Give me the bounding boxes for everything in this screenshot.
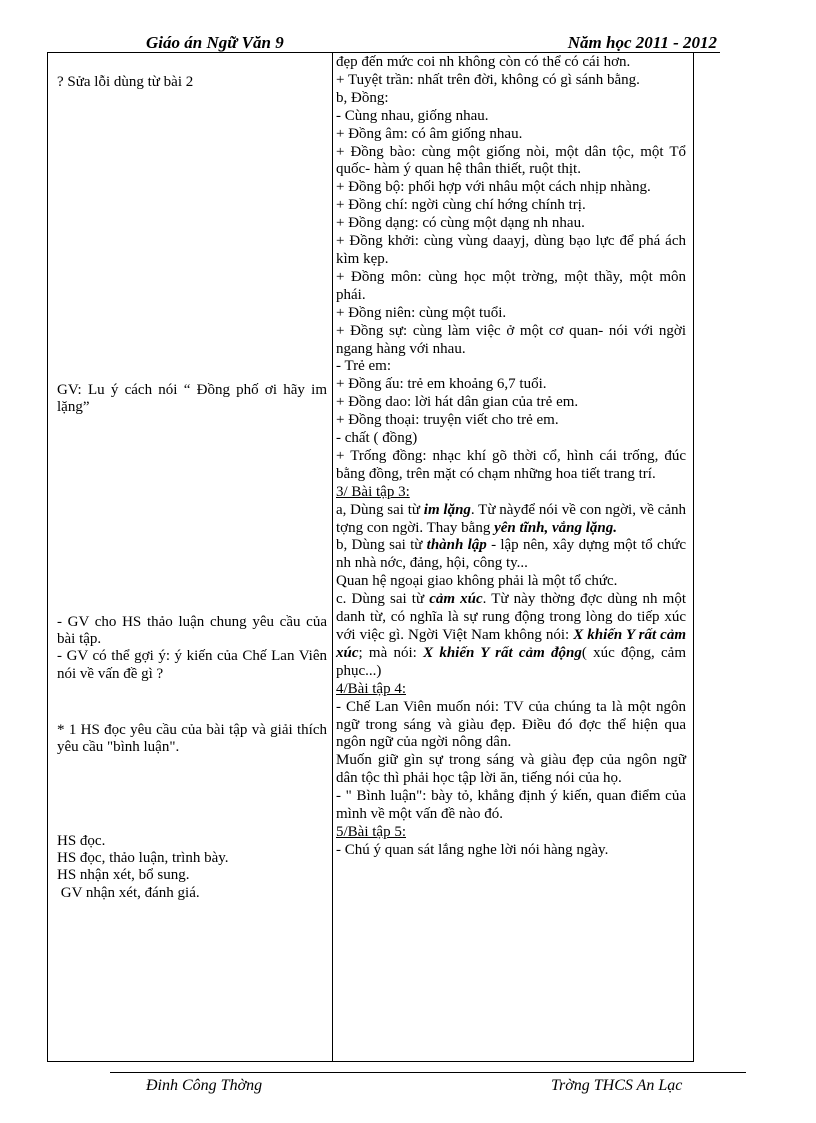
replacement-word: yên tĩnh, vắng lặng.	[494, 519, 618, 536]
exercise-3c: c. Dùng sai từ cảm xúc. Từ này thờng đợc dùng nh một danh từ, có nghĩa là sự rung động trong lòng do tiếp xúc với việc gì. Ngời Việt Nam không nói: X khiến Y rất cảm xúc; mà nói: X khiến Y rất cảm động( xúc động, cảm phục...)	[336, 591, 686, 679]
content-line: + Đồng sự: cùng làm việc ở một cơ quan- nói với ngời ngang hàng với nhau.	[336, 322, 686, 357]
footer-author: Đinh Công Thờng	[146, 1077, 263, 1094]
content-line: + Đồng ấu: trẻ em khoảng 6,7 tuổi.	[336, 376, 547, 393]
content-line: - Chú ý quan sát lắng nghe lời nói hàng ngày.	[336, 841, 609, 858]
content-line: + Đồng dạng: có cùng một dạng nh nhau.	[336, 215, 585, 232]
content-line: + Đồng môn: cùng học một trờng, một thầy, một môn phái.	[336, 268, 686, 303]
column-divider	[332, 52, 333, 1062]
activity-presentation	[57, 833, 327, 902]
wrong-word: im lặng	[423, 501, 471, 518]
activity-reading	[57, 722, 327, 756]
activity-text: GV: Lu ý cách nói “ Đồng phố ơi hãy im lặng”	[57, 382, 327, 416]
activity-note	[57, 382, 327, 416]
content-line: + Đồng dao: lời hát dân gian của trẻ em.	[336, 394, 579, 411]
exercise-3b: b, Dùng sai từ thành lập - lập nên, xây dựng một tổ chức nh nhà nớc, đảng, hội, công ty...	[336, 537, 686, 572]
content-line: + Đồng chí: ngời cùng chí hớng chính trị.	[336, 197, 586, 214]
example-wrong: X khiến Y rất cảm xúc	[336, 627, 686, 661]
content-line: b, Đồng:	[336, 89, 389, 106]
page-header	[110, 30, 720, 53]
exercise-4-heading: 4/Bài tập 4:	[336, 680, 406, 697]
wrong-word: thành lập	[426, 537, 487, 554]
example-right: X khiến Y rất cảm động	[423, 644, 582, 661]
page-footer	[110, 1072, 746, 1097]
activity-line: HS nhận xét, bổ sung.	[57, 867, 190, 884]
content-line: Muốn giữ gìn sự trong sáng và giàu đẹp của ngôn ngữ dân tộc thì phải học tập lời ăn, tiếng nói của họ.	[336, 752, 686, 787]
content-line: - " Bình luận": bày tỏ, khẳng định ý kiến, quan điểm của mình về một vấn đề nào đó.	[336, 788, 686, 823]
wrong-word: cảm xúc	[429, 591, 483, 608]
activity-line: HS đọc.	[57, 833, 106, 849]
content-line: + Đồng khởi: cùng vùng daayj, dùng bạo lực để phá ách kìm kẹp.	[336, 233, 686, 267]
activity-text: ? Sửa lỗi dùng từ bài 2	[57, 74, 194, 90]
content-line: - Trẻ em:	[336, 358, 392, 375]
content-line: + Đồng niên: cùng một tuổi.	[336, 304, 507, 321]
header-title: Giáo án Ngữ Văn 9	[146, 33, 284, 52]
content-line: Quan hệ ngoại giao không phải là một tổ chức.	[336, 573, 618, 590]
activity-line: GV nhận xét, đánh giá.	[57, 884, 200, 901]
content-line: - chất ( đồng)	[336, 430, 418, 447]
header-school-year: Năm học 2011 - 2012	[567, 33, 717, 52]
footer-school: Trờng THCS An Lạc	[551, 1077, 683, 1094]
content-column	[336, 54, 686, 860]
content-line: đẹp đến mức coi nh không còn có thể có cái hơn.	[336, 54, 631, 70]
exercise-5-heading: 5/Bài tập 5:	[336, 823, 406, 840]
exercise-3-heading: 3/ Bài tập 3:	[336, 483, 410, 500]
activity-exercise-2	[57, 74, 327, 91]
content-line: + Tuyệt trần: nhất trên đời, không có gì sánh bằng.	[336, 71, 640, 88]
content-line: + Đồng bào: cùng một giống nòi, một dân tộc, một Tổ quốc- hàm ý quan hệ thân thiết, ruột thịt.	[336, 143, 686, 178]
content-line: - Chế Lan Viên muốn nói: TV của chúng ta là một ngôn ngữ trong sáng và giàu đẹp. Điều đó đợc thể hiện qua ngôn ngữ của ngời nông dân.	[336, 698, 686, 751]
activity-text: - GV có thể gợi ý: ý kiến của Chế Lan Viên nói về vấn đề gì ?	[57, 648, 327, 682]
activity-discussion	[57, 614, 327, 683]
activity-text: - GV cho HS thảo luận chung yêu cầu của bài tập.	[57, 614, 327, 648]
content-line: + Đồng âm: có âm giống nhau.	[336, 125, 523, 142]
activity-line: HS đọc, thảo luận, trình bày.	[57, 850, 229, 867]
content-line: + Đồng thoại: truyện viết cho trẻ em.	[336, 412, 559, 429]
activity-text: * 1 HS đọc yêu cầu của bài tập và giải thích yêu cầu "bình luận".	[57, 722, 327, 756]
content-line: - Cùng nhau, giống nhau.	[336, 107, 489, 124]
content-line: + Đồng bộ: phối hợp với nhâu một cách nhịp nhàng.	[336, 179, 651, 196]
exercise-3a: a, Dùng sai từ im lặng. Từ nàyđể nói về con ngời, về cảnh tợng con ngời. Thay bằng yên tĩnh, vắng lặng.	[336, 501, 686, 536]
content-line: + Trống đồng: nhạc khí gõ thời cổ, hình cái trống, đúc bằng đồng, trên mặt có chạm những hoa tiết trang trí.	[336, 447, 686, 482]
